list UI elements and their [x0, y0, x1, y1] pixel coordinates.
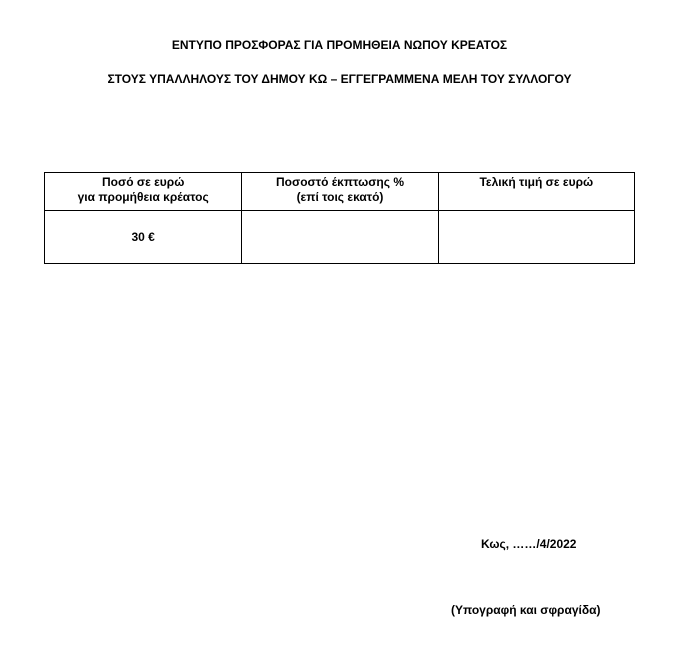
- document-title-line-2: ΣΤΟΥΣ ΥΠΑΛΛΗΛΟΥΣ ΤΟΥ ΔΗΜΟΥ ΚΩ – ΕΓΓΕΓΡΑΜΜΕΝΑ ΜΕΛΗ ΤΟΥ ΣΥΛΛΟΓΟΥ: [107, 72, 572, 86]
- offer-table: [44, 172, 635, 264]
- amount-cell: 30 €: [45, 211, 242, 264]
- signature-label: (Υπογραφή και σφραγίδα): [451, 603, 601, 617]
- offer-table-header-row: [45, 173, 635, 211]
- table-row: [45, 211, 635, 264]
- header-amount-euro: [45, 173, 242, 211]
- header-discount-percent-line2: (επί τοις εκατό): [296, 190, 384, 204]
- header-discount-percent: [242, 173, 438, 211]
- header-final-price-line1: Τελική τιμή σε ευρώ: [479, 175, 594, 189]
- header-amount-euro-line1: Ποσό σε ευρώ: [101, 175, 185, 189]
- discount-cell[interactable]: [242, 211, 438, 264]
- header-discount-percent-line1: Ποσοστό έκπτωσης %: [275, 175, 404, 189]
- date-line: Κως, ……/4/2022: [481, 537, 577, 551]
- header-final-price: [438, 173, 634, 211]
- header-amount-euro-line2: για προμήθεια κρέατος: [77, 190, 209, 204]
- document-title-line-1: ΕΝΤΥΠΟ ΠΡΟΣΦΟΡΑΣ ΓΙΑ ΠΡΟΜΗΘΕΙΑ ΝΩΠΟΥ ΚΡΕΑΤΟΣ: [171, 38, 508, 52]
- final-price-cell[interactable]: [438, 211, 634, 264]
